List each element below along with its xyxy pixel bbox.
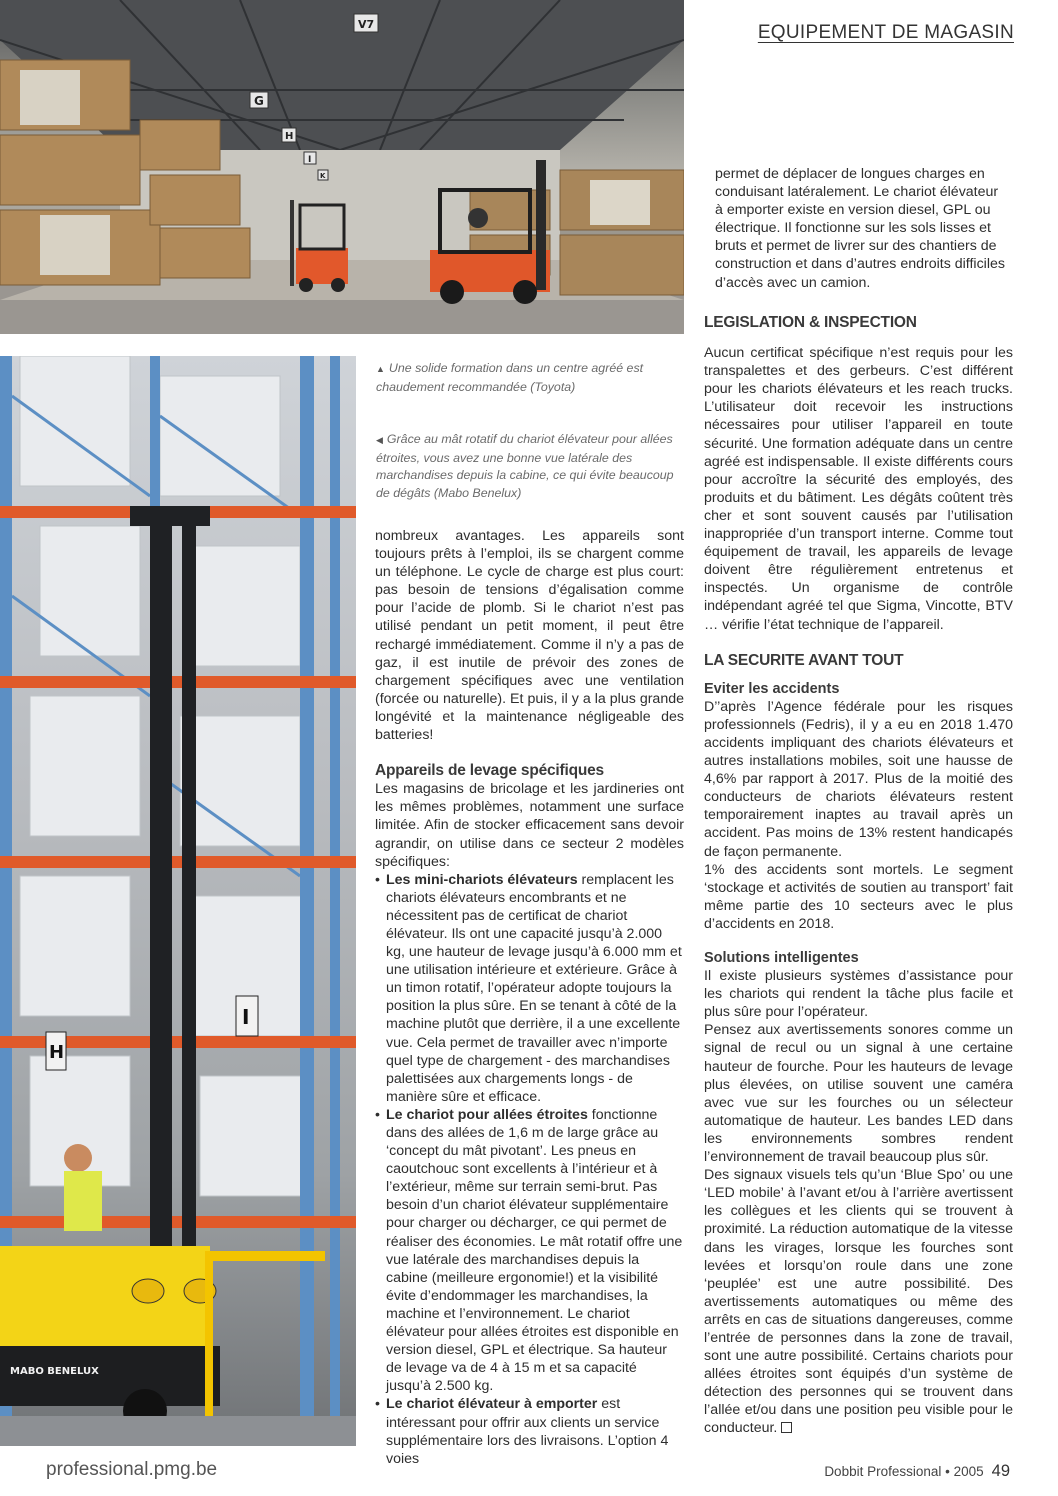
photo-caption-top: ▲ Une solide formation dans un centre agréé est chaudement recommandée (Toyota) <box>376 361 644 394</box>
magazine-name: Dobbit Professional • 2005 <box>824 1464 984 1479</box>
list-item: • Le chariot pour allées étroites fonctionne dans des allées de 1,6 m de large grâce au ‘concept du mât pivotant’. Les pneus en caoutchouc sont excellents à l’intérieur et à l’extérieur, même sur terrain semi-brut. Pas besoin d’un chariot élévateur supplémentaire pour charger ou décharger, ce qui permet de réaliser des économies. Le mât rotatif offre une vue latérale des marchandises depuis la cabine (meilleure ergonomie!) et la visibilité évite d’endommager les marchandises, la machine et l’environnement. Le chariot élévateur pour allées étroites est disponible en version diesel, GPL et électrique. Sa hauteur de levage va de 4 à 15 m et sa capacité jusqu’à 2.500 kg. <box>375 1106 684 1396</box>
heading-levage: Appareils de levage spécifiques <box>375 762 604 780</box>
warehouse-illustration <box>0 0 684 334</box>
section-title: EQUIPEMENT DE MAGASIN <box>757 22 1014 43</box>
svg-text:H: H <box>49 1042 65 1063</box>
paragraph-accidents-2: 1% des accidents sont mortels. Le segment ‘stockage et activités de soutien au transport’ fait même partie des 10 secteurs avec le plus d’accidents en 2018. <box>704 861 1013 932</box>
svg-text:H: H <box>285 131 294 142</box>
paragraph-continuation: permet de déplacer de longues charges en conduisant latéralement. Le chariot élévateur à emporter existe en version diesel, GPL ou électrique. Il fonctionne sur les sols lisses et bruts et permet de livrer sur des chantiers de construction et dans d’autres endroits difficiles d’accès avec un camion. <box>715 166 1005 291</box>
svg-text:I: I <box>308 155 312 165</box>
heading-accidents: Eviter les accidents <box>704 680 840 697</box>
models-list <box>375 871 684 1468</box>
paragraph-solutions-2: Pensez aux avertissements sonores comme un signal de recul ou un signal à une certaine hauteur de fourche. Pour les hauteurs de levage plus élevées, on utilise souvent une caméra avec vue sur les fourches ou un sélecteur automatique de hauteur. Les bandes LED dans les environnements sombres rendent l’environnement de travail beaucoup plus sûr. <box>704 1022 1013 1166</box>
heading-securite: LA SECURITE AVANT TOUT <box>704 651 904 669</box>
svg-text:K: K <box>320 172 326 180</box>
photo-caption-side: ◀ Grâce au mât rotatif du chariot élévateur pour allées étroites, vous avez une bonne vue latérale des marchandises depuis la cabine, ce qui évite beaucoup de dégâts (Mabo Benelux) <box>376 432 674 500</box>
svg-text:V7: V7 <box>358 18 375 31</box>
heading-solutions: Solutions intelligentes <box>704 950 859 966</box>
footer-info <box>824 1462 1010 1481</box>
arrow-left-icon: ◀ <box>376 435 383 445</box>
list-item: • Le chariot élévateur à emporter est intéressant pour offrir aux clients un service supplémentaire lors des livraisons. L’option 4 voies <box>375 1395 684 1467</box>
paragraph-levage: Les magasins de bricolage et les jardineries ont les mêmes problèmes, notamment une surface limitée. Afin de stocker efficacement sans devoir agrandir, on utilise dans ce secteur 2 modèles spécifiques: <box>375 781 684 870</box>
paragraph-legislation: Aucun certificat spécifique n’est requis pour les transpalettes et des gerbeurs. C’est différent pour les chariots élévateurs et les reach trucks. L’utilisateur doit recevoir les instructions nécessaires pour utiliser l’appareil en toute sécurité. Une formation adéquate dans un centre agréé est indispensable. Il existe différents cours pour accroître la sécurité des employés, des produits et du bâtiment. Les dégâts coûtent très cher et sont souvent causés par l’utilisation inappropriée d’un transport interne. Comme tout équipement de travail, les appareils de levage doivent être régulièrement entretenus et inspectés. Un organisme de contrôle indépendant agréé tel que Sigma, Vincotte, BTV … vérifie l’état technique de l’appareil. <box>704 345 1013 633</box>
right-column <box>704 314 1013 1438</box>
paragraph-accidents-1: D’’après l’Agence fédérale pour les risques professionnels (Fedris), il y a eu en 2018 1.470 accidents impliquant des chariots élévateurs et autres installations mobiles, soit une hausse de 4,6% par rapport à 2017. Plus de la moitié des conducteurs de chariots élévateurs restent temporairement inaptes au travail après un accident. Pas moins de 13% restent handicapés de façon permanente. <box>704 698 1013 860</box>
paragraph-solutions-3: Des signaux visuels tels qu’un ‘Blue Spo’ ou une ‘LED mobile’ à l’avant et/ou à l’arrière avertissent les collègues et les clients qui se trouvent à proximité. La réduction automatique de la vitesse dans les virages, lorsque les fourches sont levées et lorsqu’on roule dans une zone ‘peuplée’ est une autre possibilité. Des avertissements automatiques ou même des arrêts en cas de situations dangereuses, comme l’entrée de personnes dans la zone de travail, sont une autre possibilité. Certains chariots pour allées étroites sont équipés d’un système de détection des personnes qui se trouvent dans l’allée et/ou dans une position peu visible pour le conducteur. <box>704 1167 1013 1437</box>
warehouse-forklift-photo <box>0 0 684 334</box>
heading-legislation: LEGISLATION & INSPECTION <box>704 314 917 331</box>
truck-label: MABO BENELUX <box>10 1366 99 1377</box>
page-number: 49 <box>991 1462 1010 1480</box>
paragraph-solutions-1: Il existe plusieurs systèmes d’assistance pour les chariots qui rendent la tâche plus facile et plus sûre pour l’opérateur. <box>704 968 1013 1021</box>
right-column-top <box>715 165 1008 292</box>
arrow-up-icon: ▲ <box>376 364 385 374</box>
svg-text:G: G <box>254 94 264 108</box>
end-mark-icon <box>781 1422 792 1433</box>
racking-illustration <box>0 356 356 1446</box>
paragraph-advantages: nombreux avantages. Les appareils sont toujours prêts à l’emploi, ils se chargent comme un téléphone. Le cycle de charge est plus court: pas besoin de tensions d’égalisation comme pour l’acide de plomb. Si le chariot n’est pas utilisé pendant un petit moment, il peut être rechargé immédiatement. Comme il n’y a pas de gaz, il est inutile de prévoir des zones de chargement spécifiques avec une ventilation (forcée ou naturelle). Et puis, il y a la plus grande longévité et la maintenance négligeable des batteries! <box>375 528 684 744</box>
website-link[interactable]: professional.pmg.be <box>46 1459 218 1480</box>
narrow-aisle-truck-photo <box>0 356 356 1446</box>
list-item: • Les mini-chariots élévateurs remplacent les chariots élévateurs encombrants et ne nécessitent pas de certificat de chariot élévateur. Ils ont une capacité jusqu’à 2.000 kg, une hauteur de levage jusqu’à 6.000 mm et une utilisation intérieure et extérieure. Grâce à un timon rotatif, l’opérateur adopte toujours la position la plus sûre. En se tenant à côté de la machine plutôt que derrière, il a une excellente vue. Cela permet de travailler avec n’importe quel type de chargement - des marchandises palettisées aux chargements longs - de manière sûre et efficace. <box>375 871 684 1106</box>
middle-column <box>375 527 684 1468</box>
svg-text:I: I <box>242 1005 250 1029</box>
